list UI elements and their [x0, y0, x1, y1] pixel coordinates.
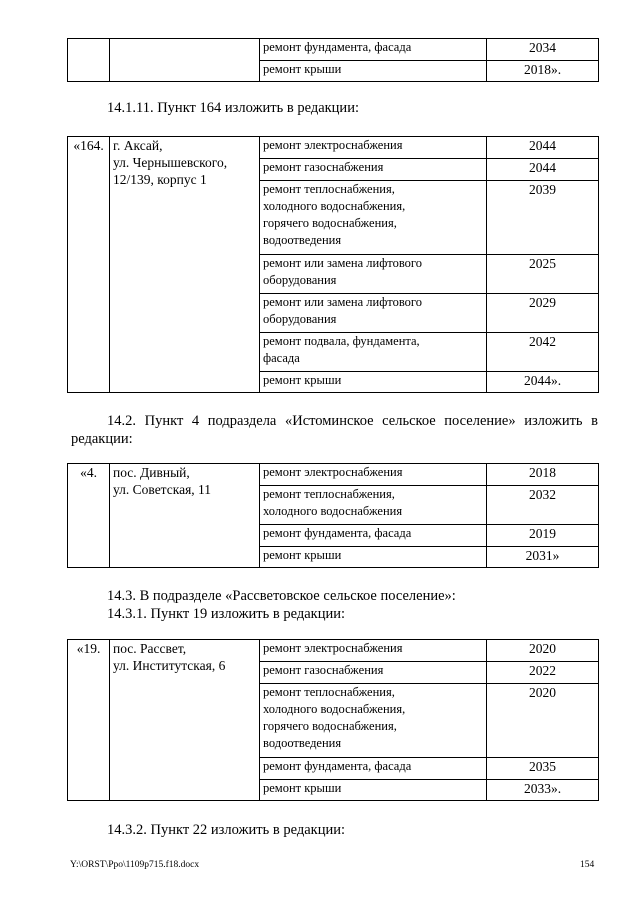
table-item-19 — [67, 639, 599, 801]
service-cell: ремонт или замена лифтового оборудования — [260, 255, 487, 294]
service-cell: ремонт крыши — [260, 547, 487, 568]
service-cell: ремонт фундамента, фасада — [260, 39, 487, 61]
service-cell: ремонт крыши — [260, 61, 487, 82]
paragraph-14-1-11: 14.1.11. Пункт 164 изложить в редакции: — [107, 100, 359, 116]
year-cell: 2032 — [487, 486, 599, 525]
year-cell: 2031» — [487, 547, 599, 568]
year-cell: 2044». — [487, 372, 599, 393]
table-row — [68, 640, 599, 662]
service-cell: ремонт газоснабжения — [260, 662, 487, 684]
service-cell: ремонт фундамента, фасада — [260, 525, 487, 547]
footer-page-number: 154 — [580, 860, 595, 870]
year-cell: 2035 — [487, 758, 599, 780]
address-cell — [110, 39, 260, 82]
service-cell: ремонт фундамента, фасада — [260, 758, 487, 780]
table-item-4 — [67, 463, 599, 568]
service-cell: ремонт крыши — [260, 780, 487, 801]
service-cell: ремонт газоснабжения — [260, 159, 487, 181]
table-row — [68, 464, 599, 486]
table-row — [68, 39, 599, 61]
paragraph-14-3-2: 14.3.2. Пункт 22 изложить в редакции: — [107, 822, 346, 838]
year-cell: 2019 — [487, 525, 599, 547]
number-cell — [68, 39, 110, 82]
address-cell: пос. Дивный, ул. Советская, 11 — [110, 464, 260, 568]
year-cell: 2020 — [487, 640, 599, 662]
year-cell: 2018». — [487, 61, 599, 82]
paragraph-14-3: 14.3. В подразделе «Рассветовское сельское поселение»: — [107, 588, 456, 604]
item-number: «19. — [68, 640, 110, 801]
table-row — [68, 137, 599, 159]
year-cell: 2029 — [487, 294, 599, 333]
service-cell: ремонт теплоснабжения, холодного водоснабжения — [260, 486, 487, 525]
year-cell: 2034 — [487, 39, 599, 61]
service-cell: ремонт теплоснабжения, холодного водоснабжения, горячего водоснабжения, водоотведения — [260, 181, 487, 255]
paragraph-14-3-1: 14.3.1. Пункт 19 изложить в редакции: — [107, 606, 346, 622]
year-cell: 2044 — [487, 159, 599, 181]
service-cell: ремонт подвала, фундамента, фасада — [260, 333, 487, 372]
service-cell: ремонт крыши — [260, 372, 487, 393]
footer-file-path: Y:\ORST\Ppo\1109p715.f18.docx — [70, 860, 200, 870]
year-cell: 2033». — [487, 780, 599, 801]
service-cell: ремонт или замена лифтового оборудования — [260, 294, 487, 333]
service-cell: ремонт электроснабжения — [260, 464, 487, 486]
year-cell: 2018 — [487, 464, 599, 486]
year-cell: 2020 — [487, 684, 599, 758]
table-continuation — [67, 38, 599, 82]
service-cell: ремонт электроснабжения — [260, 640, 487, 662]
year-cell: 2042 — [487, 333, 599, 372]
year-cell: 2044 — [487, 137, 599, 159]
service-cell: ремонт электроснабжения — [260, 137, 487, 159]
paragraph-14-2: 14.2. Пункт 4 подраздела «Истоминское сельское поселение» изложить в редакции: — [71, 413, 598, 447]
service-cell: ремонт теплоснабжения, холодного водоснабжения, горячего водоснабжения, водоотведения — [260, 684, 487, 758]
item-number: «4. — [68, 464, 110, 568]
item-number: «164. — [68, 137, 110, 393]
address-cell: г. Аксай, ул. Чернышевского, 12/139, корпус 1 — [110, 137, 260, 393]
address-cell: пос. Рассвет, ул. Институтская, 6 — [110, 640, 260, 801]
year-cell: 2025 — [487, 255, 599, 294]
table-item-164 — [67, 136, 599, 393]
year-cell: 2039 — [487, 181, 599, 255]
year-cell: 2022 — [487, 662, 599, 684]
